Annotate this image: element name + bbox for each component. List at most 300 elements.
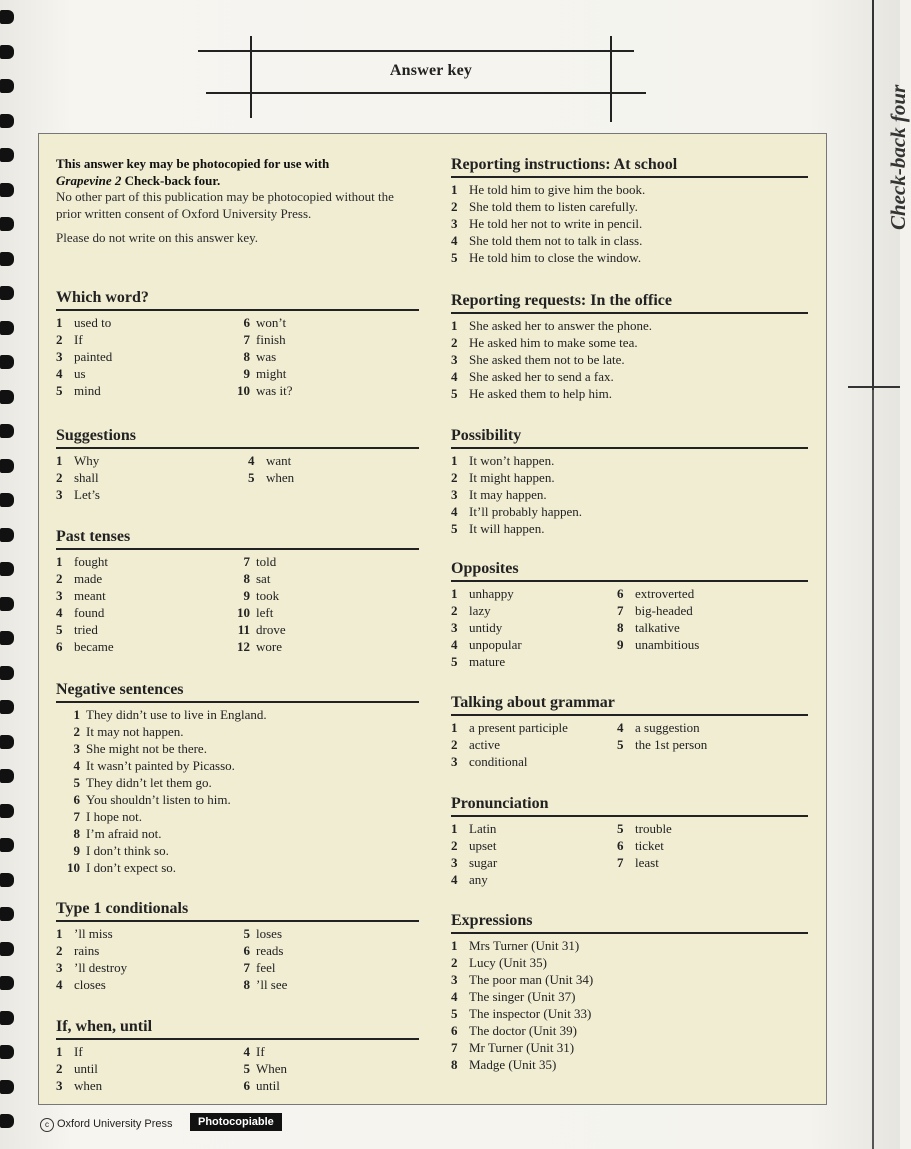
answer-text: found [74,605,105,620]
answer-number: 5 [451,386,458,401]
answer-item [451,1005,593,1022]
answer-column [248,452,294,486]
answer-item [56,774,267,791]
answer-text: It will happen. [469,521,545,536]
answer-list [56,1043,419,1094]
spiral-ring [0,217,14,231]
answer-text: When [256,1061,288,1076]
answer-list [56,314,419,399]
spiral-ring [0,942,14,956]
answer-text: unhappy [469,586,514,601]
answer-text: She told them not to talk in class. [469,233,643,248]
answer-column [617,719,707,753]
answer-text: It might happen. [469,470,555,485]
answer-item [451,719,568,736]
answer-column [617,585,699,653]
answer-item [56,859,267,876]
answer-number: 7 [451,1040,458,1055]
answer-text: a suggestion [635,720,700,735]
answer-text: If [256,1044,265,1059]
answer-number: 2 [56,470,63,485]
answer-column [226,925,287,993]
answer-number: 5 [73,775,80,790]
section-negative [56,681,419,876]
answer-item [226,976,287,993]
answer-item [56,382,112,399]
spiral-ring [0,907,14,921]
spiral-binding [0,10,18,1140]
spiral-ring [0,976,14,990]
answer-text: least [635,855,659,870]
answer-number: 10 [237,605,250,620]
section-title: Reporting requests: In the office [451,292,808,314]
answer-item [56,638,114,655]
answer-number: 6 [243,1078,250,1093]
section-opposites [451,560,808,670]
intro-book-title: Grapevine 2 [56,172,122,188]
section-title: Past tenses [56,528,419,550]
answer-text: ticket [635,838,664,853]
answer-item [56,1077,102,1094]
answer-number: 3 [451,216,458,231]
answer-number: 3 [451,855,458,870]
answer-item [451,486,582,503]
section-title: Type 1 conditionals [56,900,419,922]
answer-text: fought [74,554,108,569]
answer-number: 5 [243,1061,250,1076]
answer-item [226,1043,287,1060]
answer-text: sugar [469,855,498,870]
answer-item [451,215,645,232]
spiral-ring [0,597,14,611]
answer-column [56,553,114,655]
answer-text: He told her not to write in pencil. [469,216,643,231]
header-rule-top [198,50,634,52]
answer-text: The doctor (Unit 39) [469,1023,577,1038]
answer-list [451,719,808,770]
answer-text: Madge (Unit 35) [469,1057,557,1072]
answer-item [226,365,292,382]
answer-item [226,314,292,331]
answer-number: 3 [56,487,63,502]
answer-item [451,585,522,602]
answer-item [248,469,294,486]
answer-text: You shouldn’t listen to him. [86,792,231,807]
answer-number: 8 [73,826,80,841]
header-rule-bottom [206,92,646,94]
answer-item [451,820,497,837]
answer-text: closes [74,977,106,992]
section-past-tenses [56,528,419,655]
answer-item [56,959,127,976]
answer-column [56,314,112,399]
spiral-ring [0,45,14,59]
answer-item [451,181,645,198]
answer-item [451,736,568,753]
answer-list [56,706,419,876]
answer-item [56,808,267,825]
answer-number: 4 [56,605,63,620]
answer-item [451,1039,593,1056]
section-title: Opposites [451,560,808,582]
answer-number: 10 [237,383,250,398]
answer-number: 4 [56,977,63,992]
answer-number: 5 [56,383,63,398]
answer-number: 2 [56,332,63,347]
answer-text: If [74,1044,83,1059]
intro-notice: This answer key may be photocopied for use with [56,156,330,171]
answer-column [451,820,497,888]
answer-text: when [74,1078,103,1093]
answer-column [451,317,652,402]
answer-item [451,636,522,653]
answer-item [451,954,593,971]
answer-item [226,925,287,942]
answer-item [451,837,497,854]
answer-text: He asked them to help him. [469,386,612,401]
answer-list [451,317,808,402]
answer-list [56,553,419,655]
answer-text: big-headed [635,603,693,618]
answer-text: until [256,1078,280,1093]
answer-text: It may happen. [469,487,547,502]
answer-item [617,854,672,871]
answer-text: trouble [635,821,672,836]
answer-number: 9 [243,588,250,603]
answer-item [248,452,294,469]
answer-item [56,976,127,993]
answer-number: 5 [56,622,63,637]
answer-text: mature [469,654,506,669]
answer-item [56,740,267,757]
spiral-ring [0,735,14,749]
answer-item [226,1077,287,1094]
answer-item [56,723,267,740]
spiral-ring [0,700,14,714]
answer-item [56,842,267,859]
answer-text: loses [256,926,282,941]
answer-text: us [74,366,86,381]
section-suggestions [56,427,419,503]
answer-number: 1 [56,554,63,569]
answer-column [226,314,292,399]
answer-number: 2 [451,603,458,618]
answer-text: ’ll destroy [74,960,128,975]
answer-number: 4 [451,989,458,1004]
answer-column [451,937,593,1073]
publisher-name: Oxford University Press [57,1118,173,1130]
answer-text: finish [256,332,286,347]
answer-item [226,959,287,976]
answer-key-card [38,133,827,1105]
section-which-word [56,289,419,399]
section-title: Talking about grammar [451,694,808,716]
answer-text: She asked her to send a fax. [469,369,614,384]
answer-number: 4 [248,453,255,468]
answer-text: The poor man (Unit 34) [469,972,594,987]
answer-text: extroverted [635,586,695,601]
spiral-ring [0,424,14,438]
answer-item [56,604,114,621]
answer-text: told [256,554,277,569]
section-grammar [451,694,808,770]
answer-text: He told him to give him the book. [469,182,646,197]
answer-item [56,1043,102,1060]
answer-item [617,585,699,602]
answer-item [56,486,100,503]
answer-column [56,925,127,993]
answer-item [226,621,286,638]
answer-text: conditional [469,754,528,769]
answer-text: won’t [256,315,287,330]
answer-number: 2 [451,335,458,350]
spiral-ring [0,769,14,783]
answer-text: shall [74,470,99,485]
answer-text: I don’t expect so. [86,860,177,875]
answer-text: I don’t think so. [86,843,169,858]
spiral-ring [0,252,14,266]
answer-number: 4 [451,504,458,519]
answer-number: 3 [56,349,63,364]
spiral-ring [0,493,14,507]
answer-number: 1 [451,182,458,197]
spiral-ring [0,390,14,404]
section-title: Reporting instructions: At school [451,156,808,178]
answer-number: 1 [56,453,63,468]
answer-number: 8 [243,349,250,364]
answer-text: want [266,453,292,468]
answer-text: unpopular [469,637,522,652]
answer-column [226,1043,287,1094]
answer-number: 4 [451,233,458,248]
answer-column [451,452,582,537]
answer-number: 2 [451,955,458,970]
answer-item [451,1056,593,1073]
answer-item [451,937,593,954]
answer-number: 8 [243,977,250,992]
answer-number: 4 [451,872,458,887]
answer-number: 4 [56,366,63,381]
answer-text: left [256,605,274,620]
answer-item [451,619,522,636]
answer-item [226,553,286,570]
answer-column [451,719,568,770]
answer-item [451,469,582,486]
answer-number: 5 [451,1006,458,1021]
answer-number: 6 [451,1023,458,1038]
answer-item [451,520,582,537]
answer-number: 3 [73,741,80,756]
section-expressions [451,912,808,1073]
answer-number: 5 [243,926,250,941]
answer-number: 2 [56,1061,63,1076]
answer-number: 3 [451,754,458,769]
section-if-when [56,1018,419,1094]
answer-text: drove [256,622,286,637]
answer-item [451,351,652,368]
answer-text: I’m afraid not. [86,826,162,841]
answer-number: 1 [73,707,80,722]
spiral-ring [0,148,14,162]
answer-list [56,925,419,993]
answer-text: the 1st person [635,737,708,752]
answer-text: Let’s [74,487,100,502]
answer-number: 8 [243,571,250,586]
answer-number: 7 [243,960,250,975]
answer-item [226,331,292,348]
answer-number: 5 [617,821,624,836]
answer-text: talkative [635,620,680,635]
section-title: Which word? [56,289,419,311]
answer-text: She might not be there. [86,741,207,756]
answer-column [451,585,522,670]
answer-text: If [74,332,83,347]
answer-item [451,854,497,871]
spiral-ring [0,286,14,300]
answer-number: 6 [617,586,624,601]
answer-number: 3 [451,972,458,987]
answer-list [451,452,808,537]
answer-text: He asked him to make some tea. [469,335,638,350]
spiral-ring [0,459,14,473]
answer-number: 3 [451,352,458,367]
answer-number: 7 [617,855,624,870]
answer-number: 1 [56,1044,63,1059]
answer-text: It’ll probably happen. [469,504,582,519]
answer-item [226,638,286,655]
section-reporting-instr [451,156,808,266]
answer-column [56,452,100,503]
answer-text: It wasn’t painted by Picasso. [86,758,235,773]
answer-text: unambitious [635,637,700,652]
answer-text: became [74,639,114,654]
answer-text: feel [256,960,276,975]
answer-item [617,837,672,854]
answer-text: painted [74,349,113,364]
answer-text: a present participle [469,720,568,735]
answer-text: tried [74,622,98,637]
answer-text: when [266,470,295,485]
answer-item [617,736,707,753]
answer-number: 2 [56,943,63,958]
answer-item [56,365,112,382]
answer-item [226,604,286,621]
spiral-ring [0,10,14,24]
answer-number: 6 [56,639,63,654]
answer-number: 8 [451,1057,458,1072]
answer-item [56,348,112,365]
answer-number: 4 [451,369,458,384]
answer-text: The inspector (Unit 33) [469,1006,592,1021]
answer-list [451,181,808,266]
answer-number: 11 [237,622,250,637]
answer-number: 4 [243,1044,250,1059]
answer-number: 6 [243,943,250,958]
answer-text: was [256,349,277,364]
answer-item [617,636,699,653]
spiral-ring [0,666,14,680]
answer-number: 1 [451,453,458,468]
section-possibility [451,427,808,537]
answer-item [56,570,114,587]
section-title: Expressions [451,912,808,934]
answer-number: 6 [617,838,624,853]
answer-column [451,181,645,266]
answer-number: 5 [451,521,458,536]
answer-item [617,820,672,837]
answer-number: 6 [243,315,250,330]
answer-item [226,942,287,959]
answer-text: ’ll see [256,977,288,992]
answer-text: was it? [256,383,293,398]
answer-number: 5 [451,654,458,669]
intro-checkback: Check-back four. [124,172,221,188]
spiral-ring [0,528,14,542]
answer-column [617,820,672,871]
answer-text: It won’t happen. [469,453,555,468]
answer-item [56,1060,102,1077]
answer-number: 2 [73,724,80,739]
answer-text: took [256,588,280,603]
answer-number: 4 [617,720,624,735]
answer-item [451,317,652,334]
left-column [56,134,419,255]
intro-copyright: No other part of this publication may be photocopied without the prior written consent of Oxford University Press. [56,189,394,221]
answer-column [56,1043,102,1094]
answer-item [451,232,645,249]
spiral-ring [0,79,14,93]
answer-number: 9 [73,843,80,858]
answer-text: I hope not. [86,809,142,824]
copyright-icon: c [40,1118,54,1132]
answer-item [451,249,645,266]
answer-item [56,925,127,942]
answer-number: 1 [451,318,458,333]
spiral-ring [0,355,14,369]
answer-item [226,348,292,365]
answer-number: 9 [243,366,250,381]
answer-number: 3 [56,588,63,603]
answer-number: 10 [67,860,80,875]
answer-text: rains [74,943,100,958]
photocopiable-badge: Photocopiable [190,1113,282,1131]
answer-list [56,452,419,503]
answer-item [56,331,112,348]
answer-item [451,452,582,469]
answer-text: Why [74,453,100,468]
answer-text: The singer (Unit 37) [469,989,576,1004]
spiral-ring [0,838,14,852]
spiral-ring [0,321,14,335]
answer-number: 5 [617,737,624,752]
answer-item [56,706,267,723]
answer-item [226,570,286,587]
answer-number: 1 [451,586,458,601]
answer-item [451,602,522,619]
answer-text: He told him to close the window. [469,250,642,265]
answer-text: Mrs Turner (Unit 31) [469,938,580,953]
answer-number: 12 [237,639,250,654]
section-pronunciation [451,795,808,888]
answer-number: 3 [451,487,458,502]
section-title: Suggestions [56,427,419,449]
answer-text: until [74,1061,98,1076]
answer-list [451,585,808,670]
answer-number: 2 [451,199,458,214]
answer-number: 3 [56,1078,63,1093]
answer-text: mind [74,383,101,398]
answer-item [451,988,593,1005]
